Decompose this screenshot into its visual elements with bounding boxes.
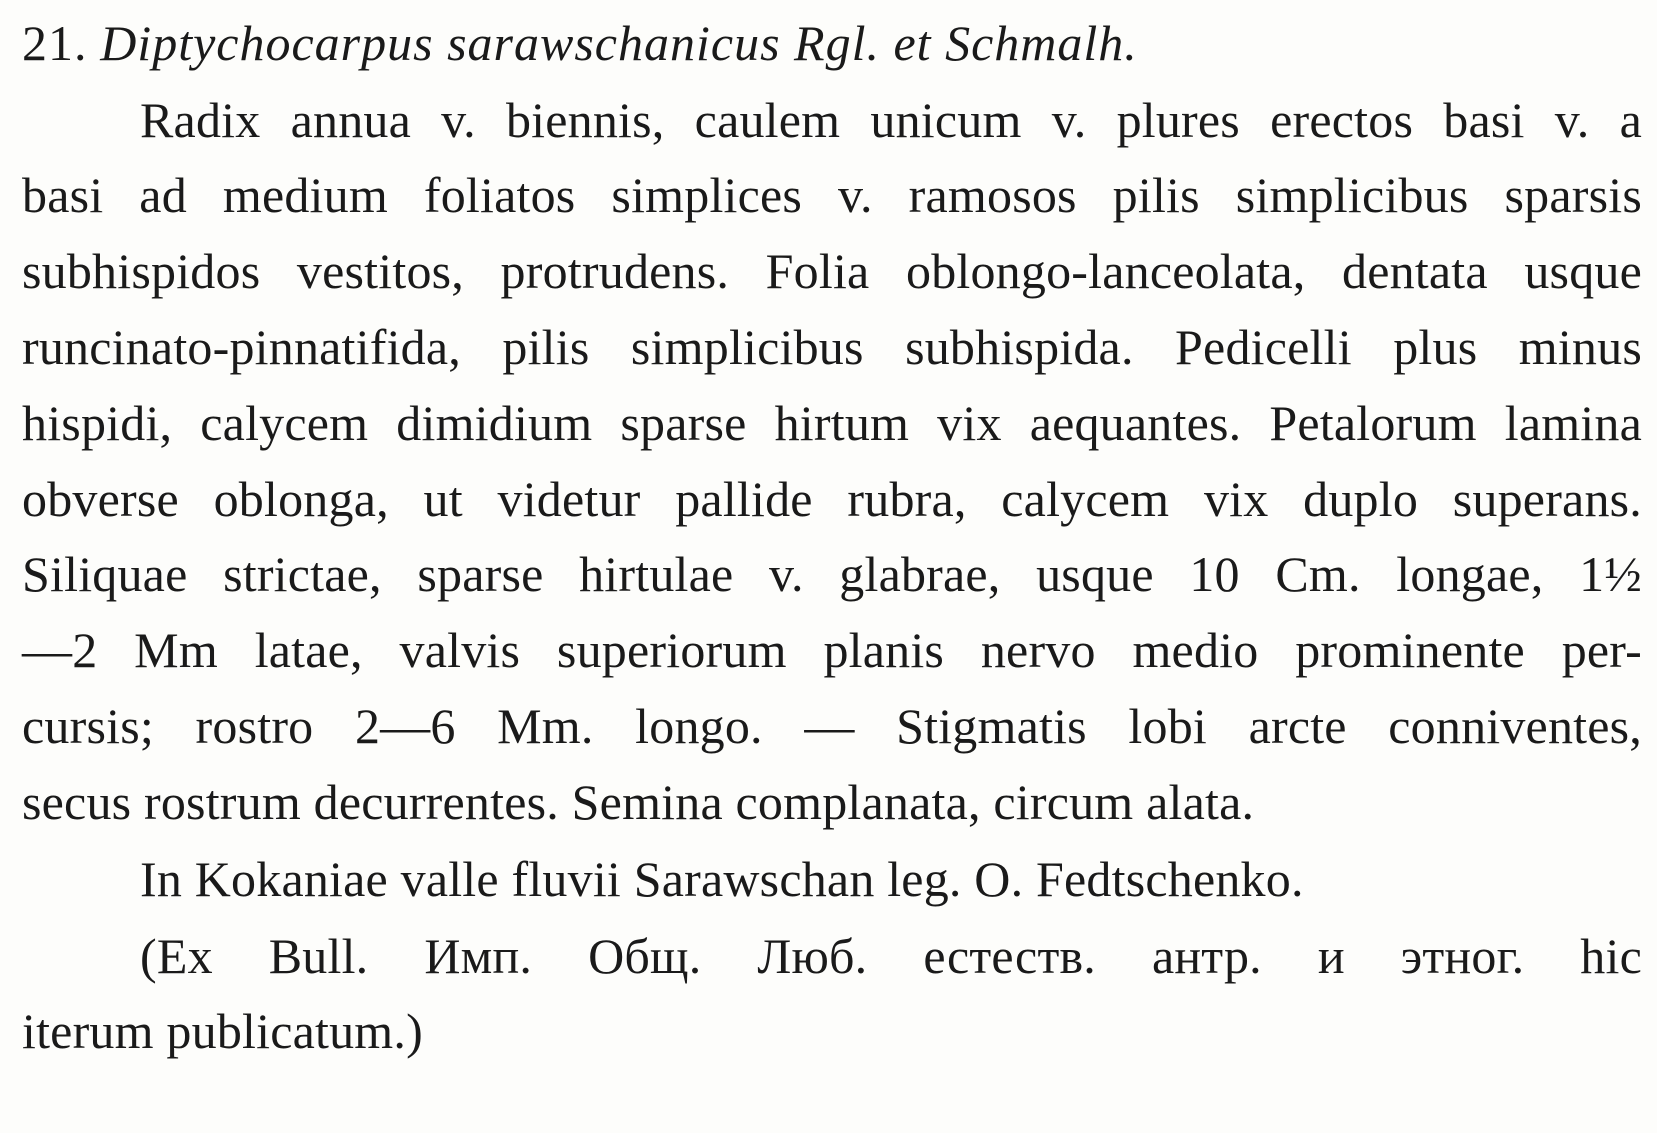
species-name: Diptychocarpus sarawschanicus Rgl. et Schmalh. [100,15,1138,71]
source-line: (Ex Bull. Имп. Общ. Люб. естеств. антр. и этног. hic [140,928,1642,984]
locality-line: In Kokaniae valle fluvii Sarawschan leg. O. Fedtschenko. [140,851,1304,907]
description-line: hispidi, calycem dimidium sparse hirtum vix aequantes. Petalorum lamina [22,395,1642,451]
description-line: Radix annua v. biennis, caulem unicum v. plures erectos basi v. a [140,92,1642,148]
description-line: cursis; rostro 2—6 Mm. longo. — Stigmatis lobi arcte conniventes, [22,698,1642,754]
description-line: subhispidos vestitos, protrudens. Folia oblongo-lanceolata, dentata usque [22,243,1642,299]
species-heading [22,14,1642,72]
description-line: Siliquae strictae, sparse hirtulae v. glabrae, usque 10 Cm. longae, 1½ [22,546,1642,602]
description-line: basi ad medium foliatos simplices v. ramosos pilis simplicibus sparsis [22,167,1642,223]
source-line: iterum publicatum.) [22,1003,423,1059]
description-line: —2 Mm latae, valvis superiorum planis nervo medio prominente per- [22,622,1642,678]
species-number: 21. [22,15,88,71]
description-line: obverse oblonga, ut videtur pallide rubra, calycem vix duplo superans. [22,471,1642,527]
description-line: secus rostrum decurrentes. Semina complanata, circum alata. [22,774,1255,830]
description-line: runcinato-pinnatifida, pilis simplicibus subhispida. Pedicelli plus minus [22,319,1642,375]
